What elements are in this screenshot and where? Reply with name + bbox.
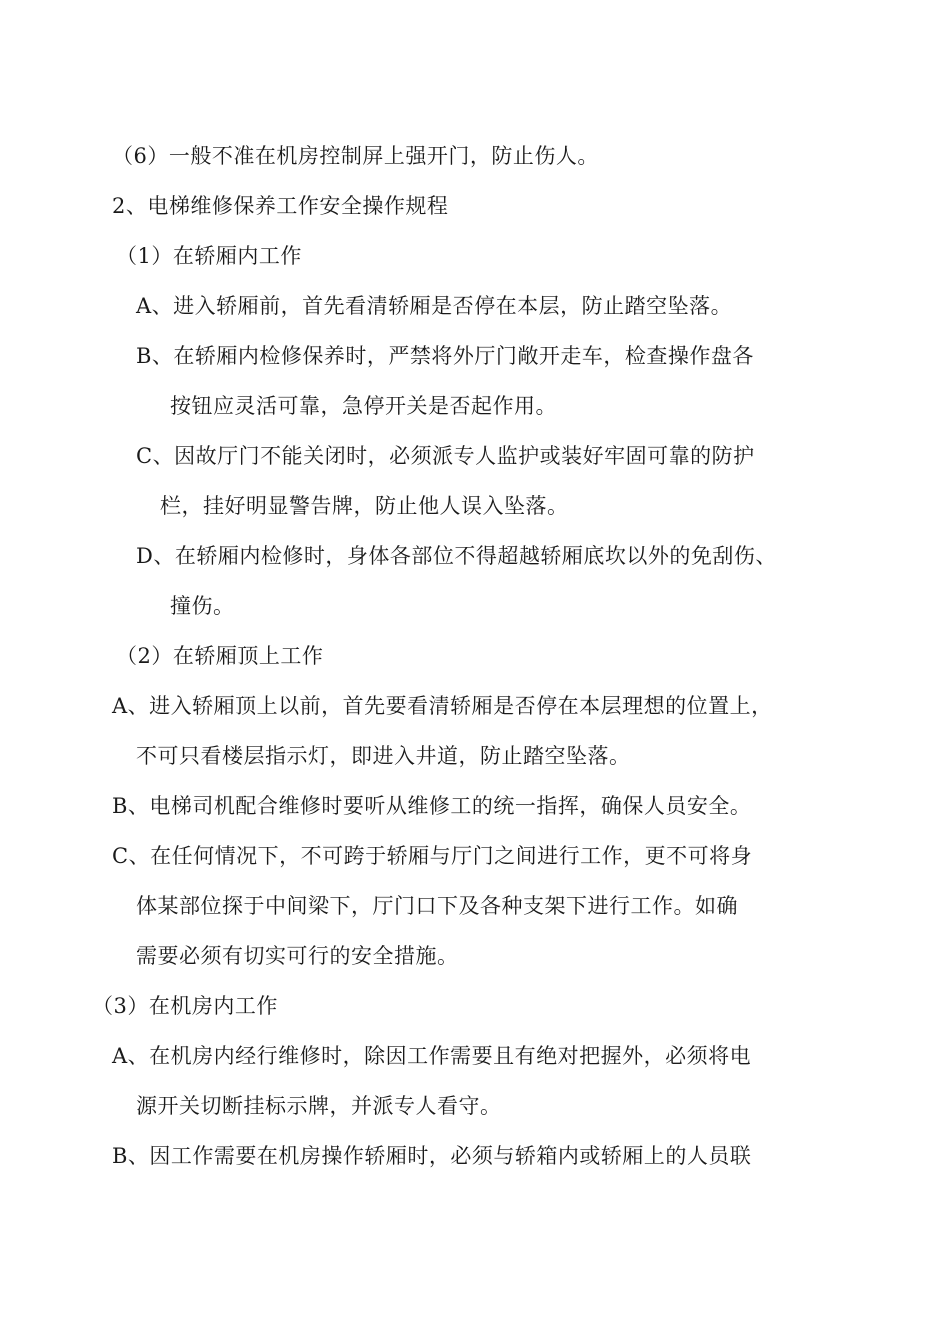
item-3a-continuation: 源开关切断挂标示牌，并派专人看守。 [136, 1094, 502, 1118]
rule-6-text: （6）一般不准在机房控制屏上强开门，防止伤人。 [112, 144, 599, 168]
section-2-heading: 2、电梯维修保养工作安全操作规程 [112, 194, 449, 218]
item-1a-text: A、进入轿厢前，首先看清轿厢是否停在本层，防止踏空坠落。 [136, 294, 733, 318]
item-3a-text: A、在机房内经行维修时，除因工作需要且有绝对把握外，必须将电 [112, 1044, 752, 1068]
item-1d-continuation: 撞伤。 [170, 594, 235, 618]
item-2a-text: A、进入轿厢顶上以前，首先要看清轿厢是否停在本层理想的位置上， [112, 694, 773, 718]
item-2c-continuation-1: 体某部位探于中间梁下，厅门口下及各种支架下进行工作。如确 [136, 894, 738, 918]
item-1c-continuation: 栏，挂好明显警告牌，防止他人误入坠落。 [160, 494, 569, 518]
item-2c-continuation-2: 需要必须有切实可行的安全措施。 [136, 944, 459, 968]
item-2b-text: B、电梯司机配合维修时要听从维修工的统一指挥，确保人员安全。 [112, 794, 752, 818]
subsection-2-heading: （2）在轿厢顶上工作 [116, 644, 324, 668]
subsection-3-heading: （3）在机房内工作 [92, 994, 278, 1018]
item-2a-continuation: 不可只看楼层指示灯，即进入井道，防止踏空坠落。 [136, 744, 631, 768]
item-1b-continuation: 按钮应灵活可靠，急停开关是否起作用。 [170, 394, 557, 418]
item-1c-text: C、因故厅门不能关闭时，必须派专人监护或装好牢固可靠的防护 [136, 444, 755, 468]
item-1d-text: D、在轿厢内检修时，身体各部位不得超越轿厢底坎以外的免刮伤、 [136, 544, 777, 568]
item-3b-text: B、因工作需要在机房操作轿厢时，必须与轿箱内或轿厢上的人员联 [112, 1144, 752, 1168]
subsection-1-heading: （1）在轿厢内工作 [116, 244, 302, 268]
item-2c-text: C、在任何情况下，不可跨于轿厢与厅门之间进行工作，更不可将身 [112, 844, 753, 868]
item-1b-text: B、在轿厢内检修保养时，严禁将外厅门敞开走车，检查操作盘各 [136, 344, 754, 368]
